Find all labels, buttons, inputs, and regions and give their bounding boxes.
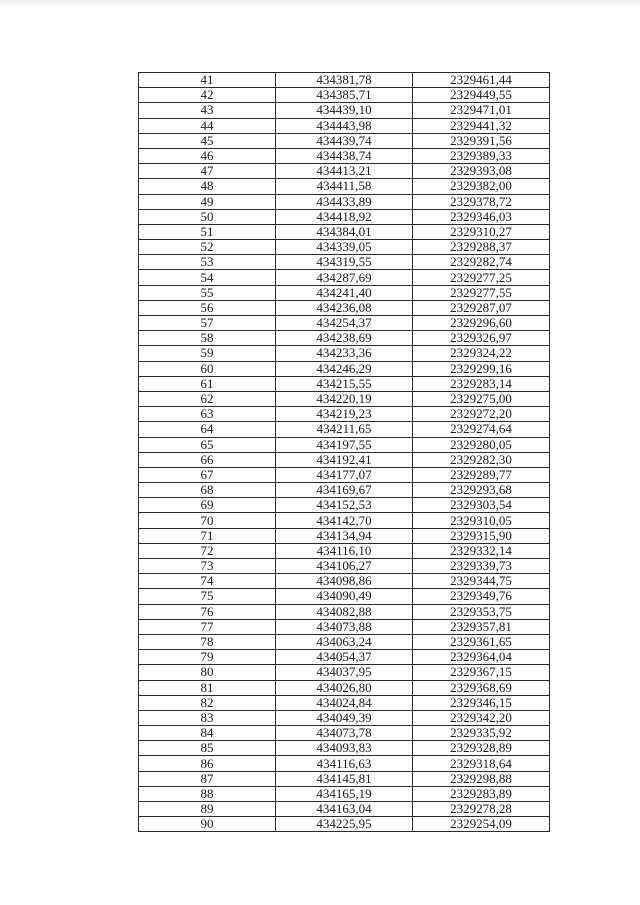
point-number-cell: 85	[139, 741, 276, 756]
x-coordinate-cell: 434215,55	[276, 376, 413, 391]
table-row	[139, 88, 550, 103]
x-coordinate-cell: 434093,83	[276, 741, 413, 756]
point-number-cell: 51	[139, 224, 276, 239]
x-coordinate-cell: 434384,01	[276, 224, 413, 239]
x-coordinate-cell: 434142,70	[276, 513, 413, 528]
x-coordinate-cell: 434439,74	[276, 133, 413, 148]
x-coordinate-cell: 434192,41	[276, 452, 413, 467]
x-coordinate-cell: 434418,92	[276, 209, 413, 224]
point-number-cell: 80	[139, 665, 276, 680]
table-row	[139, 391, 550, 406]
x-coordinate-cell: 434177,07	[276, 467, 413, 482]
point-number-cell: 47	[139, 164, 276, 179]
y-coordinate-cell: 2329346,15	[413, 695, 550, 710]
point-number-cell: 68	[139, 483, 276, 498]
y-coordinate-cell: 2329344,75	[413, 574, 550, 589]
table-row	[139, 650, 550, 665]
y-coordinate-cell: 2329389,33	[413, 148, 550, 163]
table-row	[139, 817, 550, 832]
table-row	[139, 118, 550, 133]
x-coordinate-cell: 434236,08	[276, 300, 413, 315]
scan-top-edge	[0, 0, 640, 6]
y-coordinate-cell: 2329382,00	[413, 179, 550, 194]
x-coordinate-cell: 434220,19	[276, 391, 413, 406]
y-coordinate-cell: 2329449,55	[413, 88, 550, 103]
table-row	[139, 376, 550, 391]
x-coordinate-cell: 434319,55	[276, 255, 413, 270]
point-number-cell: 83	[139, 710, 276, 725]
y-coordinate-cell: 2329287,07	[413, 300, 550, 315]
table-row	[139, 756, 550, 771]
x-coordinate-cell: 434254,37	[276, 316, 413, 331]
y-coordinate-cell: 2329283,14	[413, 376, 550, 391]
y-coordinate-cell: 2329277,55	[413, 285, 550, 300]
x-coordinate-cell: 434152,53	[276, 498, 413, 513]
y-coordinate-cell: 2329282,30	[413, 452, 550, 467]
table-row	[139, 559, 550, 574]
y-coordinate-cell: 2329288,37	[413, 240, 550, 255]
x-coordinate-cell: 434197,55	[276, 437, 413, 452]
y-coordinate-cell: 2329318,64	[413, 756, 550, 771]
x-coordinate-cell: 434073,78	[276, 726, 413, 741]
y-coordinate-cell: 2329303,54	[413, 498, 550, 513]
table-row	[139, 513, 550, 528]
table-row	[139, 346, 550, 361]
y-coordinate-cell: 2329391,56	[413, 133, 550, 148]
y-coordinate-cell: 2329298,88	[413, 771, 550, 786]
y-coordinate-cell: 2329310,05	[413, 513, 550, 528]
table-row	[139, 255, 550, 270]
table-row	[139, 665, 550, 680]
y-coordinate-cell: 2329367,15	[413, 665, 550, 680]
y-coordinate-cell: 2329342,20	[413, 710, 550, 725]
point-number-cell: 53	[139, 255, 276, 270]
point-number-cell: 67	[139, 467, 276, 482]
point-number-cell: 50	[139, 209, 276, 224]
point-number-cell: 73	[139, 559, 276, 574]
table-row	[139, 209, 550, 224]
x-coordinate-cell: 434063,24	[276, 634, 413, 649]
table-row	[139, 103, 550, 118]
y-coordinate-cell: 2329471,01	[413, 103, 550, 118]
table-row	[139, 574, 550, 589]
x-coordinate-cell: 434233,36	[276, 346, 413, 361]
y-coordinate-cell: 2329368,69	[413, 680, 550, 695]
point-number-cell: 74	[139, 574, 276, 589]
table-row	[139, 224, 550, 239]
point-number-cell: 65	[139, 437, 276, 452]
y-coordinate-cell: 2329346,03	[413, 209, 550, 224]
x-coordinate-cell: 434225,95	[276, 817, 413, 832]
point-number-cell: 79	[139, 650, 276, 665]
x-coordinate-cell: 434090,49	[276, 589, 413, 604]
table-row	[139, 604, 550, 619]
y-coordinate-cell: 2329282,74	[413, 255, 550, 270]
x-coordinate-cell: 434211,65	[276, 422, 413, 437]
point-number-cell: 89	[139, 802, 276, 817]
point-number-cell: 43	[139, 103, 276, 118]
y-coordinate-cell: 2329339,73	[413, 559, 550, 574]
y-coordinate-cell: 2329310,27	[413, 224, 550, 239]
y-coordinate-cell: 2329353,75	[413, 604, 550, 619]
point-number-cell: 54	[139, 270, 276, 285]
point-number-cell: 42	[139, 88, 276, 103]
table-row	[139, 483, 550, 498]
y-coordinate-cell: 2329274,64	[413, 422, 550, 437]
x-coordinate-cell: 434287,69	[276, 270, 413, 285]
table-row	[139, 73, 550, 88]
x-coordinate-cell: 434054,37	[276, 650, 413, 665]
point-number-cell: 52	[139, 240, 276, 255]
y-coordinate-cell: 2329277,25	[413, 270, 550, 285]
coordinates-table-body	[139, 73, 550, 832]
y-coordinate-cell: 2329283,89	[413, 786, 550, 801]
point-number-cell: 55	[139, 285, 276, 300]
x-coordinate-cell: 434026,80	[276, 680, 413, 695]
point-number-cell: 63	[139, 407, 276, 422]
table-row	[139, 316, 550, 331]
x-coordinate-cell: 434116,63	[276, 756, 413, 771]
y-coordinate-cell: 2329461,44	[413, 73, 550, 88]
point-number-cell: 46	[139, 148, 276, 163]
table-row	[139, 331, 550, 346]
point-number-cell: 77	[139, 619, 276, 634]
table-row	[139, 148, 550, 163]
table-row	[139, 528, 550, 543]
point-number-cell: 44	[139, 118, 276, 133]
point-number-cell: 49	[139, 194, 276, 209]
table-row	[139, 133, 550, 148]
table-row	[139, 726, 550, 741]
table-row	[139, 270, 550, 285]
x-coordinate-cell: 434049,39	[276, 710, 413, 725]
x-coordinate-cell: 434037,95	[276, 665, 413, 680]
table-row	[139, 422, 550, 437]
point-number-cell: 76	[139, 604, 276, 619]
y-coordinate-cell: 2329315,90	[413, 528, 550, 543]
point-number-cell: 69	[139, 498, 276, 513]
y-coordinate-cell: 2329364,04	[413, 650, 550, 665]
table-row	[139, 786, 550, 801]
point-number-cell: 58	[139, 331, 276, 346]
table-row	[139, 194, 550, 209]
x-coordinate-cell: 434116,10	[276, 543, 413, 558]
point-number-cell: 70	[139, 513, 276, 528]
table-row	[139, 634, 550, 649]
x-coordinate-cell: 434073,88	[276, 619, 413, 634]
x-coordinate-cell: 434098,86	[276, 574, 413, 589]
x-coordinate-cell: 434443,98	[276, 118, 413, 133]
x-coordinate-cell: 434219,23	[276, 407, 413, 422]
table-row	[139, 589, 550, 604]
point-number-cell: 57	[139, 316, 276, 331]
y-coordinate-cell: 2329349,76	[413, 589, 550, 604]
point-number-cell: 86	[139, 756, 276, 771]
y-coordinate-cell: 2329326,97	[413, 331, 550, 346]
x-coordinate-cell: 434238,69	[276, 331, 413, 346]
table-row	[139, 771, 550, 786]
point-number-cell: 71	[139, 528, 276, 543]
y-coordinate-cell: 2329296,60	[413, 316, 550, 331]
table-row	[139, 407, 550, 422]
y-coordinate-cell: 2329332,14	[413, 543, 550, 558]
point-number-cell: 72	[139, 543, 276, 558]
x-coordinate-cell: 434339,05	[276, 240, 413, 255]
table-row	[139, 240, 550, 255]
y-coordinate-cell: 2329254,09	[413, 817, 550, 832]
x-coordinate-cell: 434381,78	[276, 73, 413, 88]
x-coordinate-cell: 434241,40	[276, 285, 413, 300]
x-coordinate-cell: 434134,94	[276, 528, 413, 543]
point-number-cell: 88	[139, 786, 276, 801]
table-row	[139, 164, 550, 179]
table-row	[139, 802, 550, 817]
y-coordinate-cell: 2329378,72	[413, 194, 550, 209]
point-number-cell: 84	[139, 726, 276, 741]
table-row	[139, 437, 550, 452]
x-coordinate-cell: 434246,29	[276, 361, 413, 376]
y-coordinate-cell: 2329357,81	[413, 619, 550, 634]
y-coordinate-cell: 2329441,32	[413, 118, 550, 133]
point-number-cell: 81	[139, 680, 276, 695]
y-coordinate-cell: 2329280,05	[413, 437, 550, 452]
x-coordinate-cell: 434163,04	[276, 802, 413, 817]
table-row	[139, 619, 550, 634]
point-number-cell: 45	[139, 133, 276, 148]
point-number-cell: 64	[139, 422, 276, 437]
x-coordinate-cell: 434024,84	[276, 695, 413, 710]
point-number-cell: 60	[139, 361, 276, 376]
x-coordinate-cell: 434082,88	[276, 604, 413, 619]
table-row	[139, 467, 550, 482]
point-number-cell: 41	[139, 73, 276, 88]
table-row	[139, 452, 550, 467]
point-number-cell: 62	[139, 391, 276, 406]
point-number-cell: 56	[139, 300, 276, 315]
point-number-cell: 48	[139, 179, 276, 194]
y-coordinate-cell: 2329278,28	[413, 802, 550, 817]
y-coordinate-cell: 2329272,20	[413, 407, 550, 422]
y-coordinate-cell: 2329299,16	[413, 361, 550, 376]
x-coordinate-cell: 434433,89	[276, 194, 413, 209]
y-coordinate-cell: 2329335,92	[413, 726, 550, 741]
table-row	[139, 741, 550, 756]
x-coordinate-cell: 434165,19	[276, 786, 413, 801]
y-coordinate-cell: 2329393,08	[413, 164, 550, 179]
x-coordinate-cell: 434145,81	[276, 771, 413, 786]
x-coordinate-cell: 434439,10	[276, 103, 413, 118]
table-row	[139, 695, 550, 710]
x-coordinate-cell: 434385,71	[276, 88, 413, 103]
x-coordinate-cell: 434411,58	[276, 179, 413, 194]
point-number-cell: 87	[139, 771, 276, 786]
table-row	[139, 543, 550, 558]
table-row	[139, 361, 550, 376]
y-coordinate-cell: 2329324,22	[413, 346, 550, 361]
y-coordinate-cell: 2329289,77	[413, 467, 550, 482]
y-coordinate-cell: 2329275,00	[413, 391, 550, 406]
point-number-cell: 78	[139, 634, 276, 649]
x-coordinate-cell: 434438,74	[276, 148, 413, 163]
point-number-cell: 82	[139, 695, 276, 710]
table-row	[139, 498, 550, 513]
point-number-cell: 66	[139, 452, 276, 467]
table-row	[139, 680, 550, 695]
x-coordinate-cell: 434169,67	[276, 483, 413, 498]
coordinates-table	[138, 72, 550, 832]
point-number-cell: 59	[139, 346, 276, 361]
point-number-cell: 90	[139, 817, 276, 832]
y-coordinate-cell: 2329328,89	[413, 741, 550, 756]
point-number-cell: 75	[139, 589, 276, 604]
table-row	[139, 710, 550, 725]
table-row	[139, 300, 550, 315]
table-row	[139, 179, 550, 194]
x-coordinate-cell: 434106,27	[276, 559, 413, 574]
point-number-cell: 61	[139, 376, 276, 391]
y-coordinate-cell: 2329293,68	[413, 483, 550, 498]
x-coordinate-cell: 434413,21	[276, 164, 413, 179]
table-row	[139, 285, 550, 300]
y-coordinate-cell: 2329361,65	[413, 634, 550, 649]
